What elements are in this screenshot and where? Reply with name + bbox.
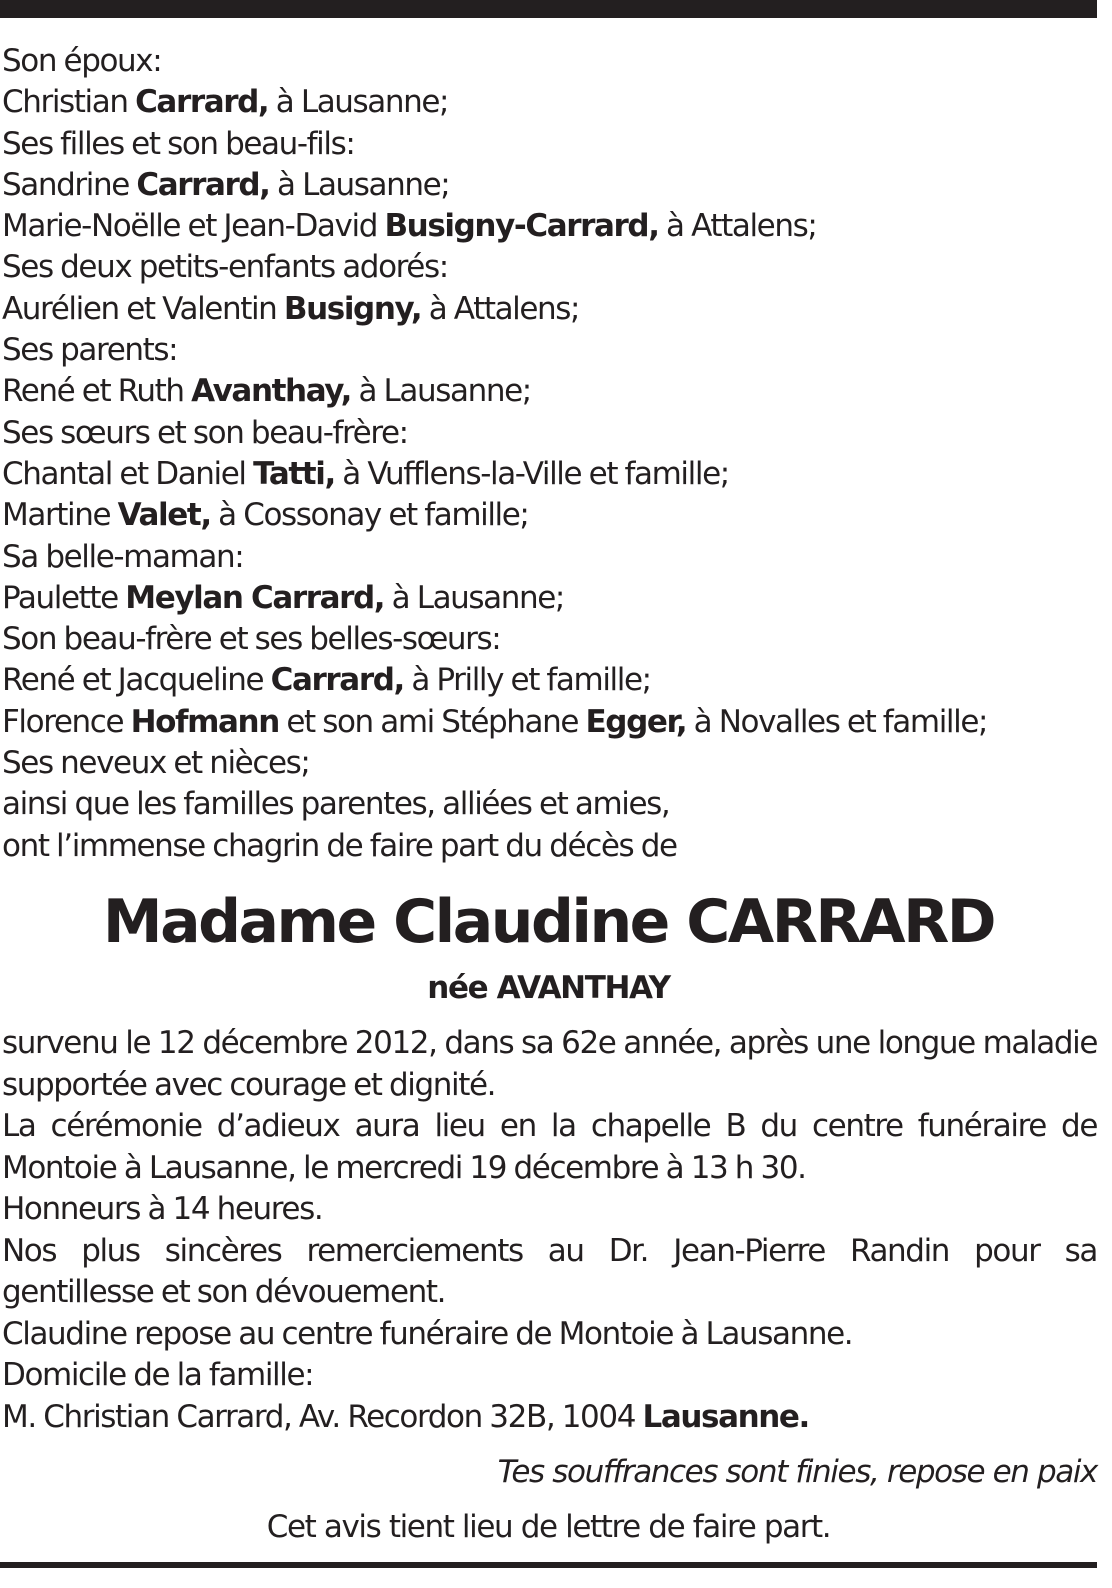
farewell-quote: Tes souffrances sont finies, repose en paix	[497, 1454, 1097, 1490]
thanks-text: Nos plus sincères remerciements au Dr. Jean-Pierre Randin pour sa gentillesse et son dévouement.	[2, 1232, 1097, 1310]
domicile-label: Domicile de la famille:	[2, 1357, 314, 1393]
line-text: Son époux:	[2, 43, 162, 79]
line-text: Chantal et Daniel	[2, 455, 254, 492]
family-name: Busigny-Carrard,	[384, 208, 659, 245]
line-text: Ses sœurs et son beau-frère:	[2, 414, 408, 451]
rest-info: Claudine repose au centre funéraire de Montoie à Lausanne.	[2, 1315, 853, 1352]
line-text: Martine	[2, 497, 118, 534]
family-line	[2, 454, 1097, 495]
line-text: à Cossonay et famille;	[210, 497, 529, 534]
line-text: à Attalens;	[658, 208, 817, 245]
family-line	[2, 578, 1097, 619]
family-line	[2, 82, 1097, 123]
family-name: Avanthay,	[191, 373, 352, 410]
line-text: Son beau-frère et ses belles-sœurs:	[2, 621, 501, 658]
family-name: Hofmann	[130, 703, 279, 740]
line-text: à Lausanne;	[351, 373, 531, 410]
closing-line: Cet avis tient lieu de lettre de faire part.	[266, 1509, 831, 1545]
line-text: Ses filles et son beau-fils:	[2, 125, 355, 162]
family-name: Meylan Carrard,	[125, 579, 385, 616]
family-line	[2, 41, 1097, 82]
family-line	[2, 289, 1097, 330]
line-text: à Novalles et famille;	[686, 703, 988, 740]
family-name: Carrard,	[270, 662, 404, 699]
family-line	[2, 330, 1097, 371]
notice-details	[2, 1023, 1097, 1438]
line-text: Aurélien et Valentin	[2, 290, 284, 327]
family-name: Tatti,	[253, 455, 335, 492]
family-line	[2, 206, 1097, 247]
family-line	[2, 619, 1097, 660]
family-line	[2, 537, 1097, 578]
line-text: Sandrine	[2, 166, 137, 203]
family-line	[2, 371, 1097, 412]
family-line	[2, 124, 1097, 165]
bottom-rule	[0, 1562, 1097, 1568]
ceremony-info: La cérémonie d’adieux aura lieu en la chapelle B du centre funéraire de Montoie à Lausanne, le mercredi 19 décembre à 13 h 30.	[2, 1108, 1097, 1186]
line-text: ont l’immense chagrin de faire part du décès de	[2, 827, 677, 864]
maiden-name: née AVANTHAY	[427, 970, 670, 1006]
line-text: à Lausanne;	[269, 166, 450, 203]
line-text: Christian	[2, 84, 136, 121]
line-text: Sa belle-maman:	[2, 538, 244, 575]
family-line	[2, 660, 1097, 701]
family-name: Valet,	[117, 497, 211, 534]
family-name: Egger,	[585, 703, 687, 740]
honours-info: Honneurs à 14 heures.	[2, 1191, 323, 1227]
deceased-name: Madame Claudine CARRARD	[102, 887, 995, 957]
line-text: Ses neveux et nièces;	[2, 745, 310, 782]
address-text: M. Christian Carrard, Av. Recordon 32B, 1004	[2, 1398, 643, 1435]
line-text: Ses deux petits-enfants adorés:	[2, 249, 448, 286]
line-text: René et Jacqueline	[2, 662, 271, 699]
family-line	[2, 247, 1097, 288]
line-text: à Attalens;	[421, 290, 580, 327]
family-address	[2, 1397, 1097, 1439]
family-name: Carrard,	[136, 166, 270, 203]
family-line	[2, 743, 1097, 784]
line-text: à Lausanne;	[384, 579, 564, 616]
family-line	[2, 495, 1097, 536]
line-text: Florence	[2, 703, 131, 740]
family-line	[2, 826, 1097, 867]
family-line	[2, 165, 1097, 206]
address-city: Lausanne.	[642, 1398, 809, 1435]
death-notice: survenu le 12 décembre 2012, dans sa 62e année, après une longue maladie supportée avec courage et dignité.	[2, 1025, 1097, 1103]
line-text: René et Ruth	[2, 373, 192, 410]
family-line	[2, 413, 1097, 454]
line-text: Marie-Noëlle et Jean-David	[2, 208, 385, 245]
family-name: Carrard,	[135, 84, 269, 121]
line-text: Paulette	[2, 579, 126, 616]
family-list	[2, 41, 1097, 867]
line-text: à Lausanne;	[268, 84, 449, 121]
top-rule	[0, 0, 1097, 18]
line-text: ainsi que les familles parentes, alliées et amies,	[2, 786, 670, 823]
family-line	[2, 784, 1097, 825]
line-text: à Prilly et famille;	[403, 662, 651, 699]
family-name: Busigny,	[283, 290, 422, 327]
line-text: et son ami Stéphane	[278, 703, 586, 740]
line-text: à Vufflens-la-Ville et famille;	[334, 455, 729, 492]
line-text: Ses parents:	[2, 332, 178, 369]
family-line	[2, 702, 1097, 743]
